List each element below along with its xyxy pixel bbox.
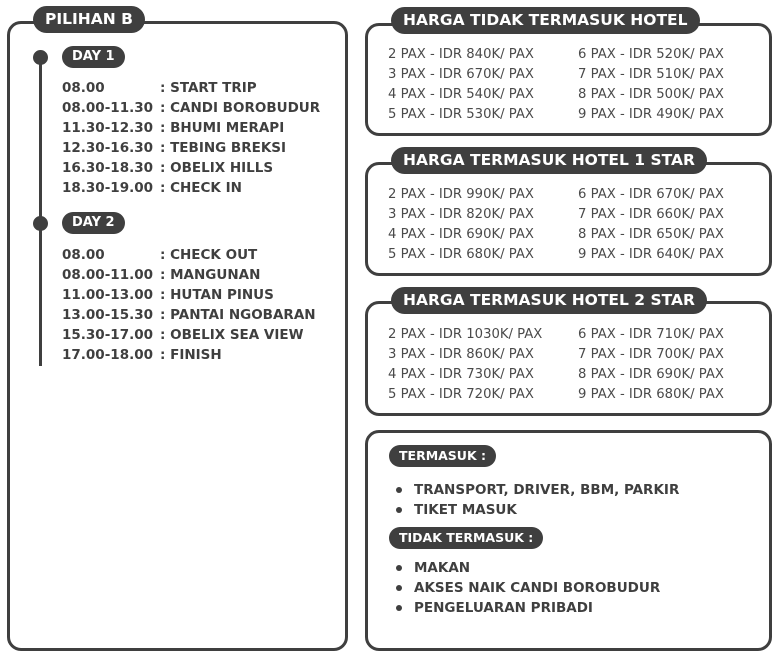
list-item: TRANSPORT, DRIVER, BBM, PARKIR (396, 480, 679, 500)
price-row: 3 PAX - IDR 860K/ PAX 7 PAX - IDR 700K/ PAX (388, 347, 724, 362)
price-row: 5 PAX - IDR 720K/ PAX 9 PAX - IDR 680K/ PAX (388, 387, 724, 402)
bullet-icon (396, 487, 402, 493)
excluded-badge: TIDAK TERMASUK : (389, 527, 543, 549)
list-item: MAKAN (396, 558, 660, 578)
list-item: TIKET MASUK (396, 500, 679, 520)
schedule-row: 18.30-19.00 : CHECK IN (62, 180, 242, 196)
itinerary-title: PILIHAN B (33, 6, 145, 33)
price-box-no-hotel-title: HARGA TIDAK TERMASUK HOTEL (391, 7, 700, 34)
price-row: 2 PAX - IDR 990K/ PAX 6 PAX - IDR 670K/ PAX (388, 187, 724, 202)
day1-schedule (62, 78, 320, 198)
schedule-row: 08.00-11.00 : MANGUNAN (62, 267, 261, 283)
price-row: 3 PAX - IDR 820K/ PAX 7 PAX - IDR 660K/ PAX (388, 207, 724, 222)
price-box-hotel-1-star-title: HARGA TERMASUK HOTEL 1 STAR (391, 147, 707, 174)
schedule-row: 12.30-16.30 : TEBING BREKSI (62, 140, 287, 156)
price-row: 5 PAX - IDR 530K/ PAX 9 PAX - IDR 490K/ PAX (388, 107, 724, 122)
price-list-hotel-2-star (388, 325, 724, 405)
price-row: 4 PAX - IDR 730K/ PAX 8 PAX - IDR 690K/ PAX (388, 367, 724, 382)
schedule-row: 13.00-15.30 : PANTAI NGOBARAN (62, 307, 316, 323)
price-row: 2 PAX - IDR 840K/ PAX 6 PAX - IDR 520K/ PAX (388, 47, 724, 62)
day1-badge: DAY 1 (62, 46, 125, 68)
list-item: PENGELUARAN PRIBADI (396, 598, 660, 618)
price-row: 4 PAX - IDR 540K/ PAX 8 PAX - IDR 500K/ PAX (388, 87, 724, 102)
list-item: AKSES NAIK CANDI BOROBUDUR (396, 578, 660, 598)
timeline-line (39, 55, 42, 366)
price-row: 5 PAX - IDR 680K/ PAX 9 PAX - IDR 640K/ PAX (388, 247, 724, 262)
price-row: 3 PAX - IDR 670K/ PAX 7 PAX - IDR 510K/ PAX (388, 67, 724, 82)
price-list-hotel-1-star (388, 185, 724, 265)
schedule-row: 08.00 : START TRIP (62, 80, 257, 96)
included-badge: TERMASUK : (389, 445, 496, 467)
included-list (396, 480, 679, 520)
bullet-icon (396, 585, 402, 591)
schedule-row: 17.00-18.00 : FINISH (62, 347, 222, 363)
timeline-dot-day2 (33, 216, 48, 231)
price-list-no-hotel (388, 45, 724, 125)
timeline-dot-day1 (33, 50, 48, 65)
day2-schedule (62, 245, 316, 365)
schedule-row: 11.00-13.00 : HUTAN PINUS (62, 287, 274, 303)
price-box-hotel-2-star-title: HARGA TERMASUK HOTEL 2 STAR (391, 287, 707, 314)
schedule-row: 11.30-12.30 : BHUMI MERAPI (62, 120, 285, 136)
day2-badge: DAY 2 (62, 212, 125, 234)
schedule-row: 16.30-18.30 : OBELIX HILLS (62, 160, 274, 176)
bullet-icon (396, 507, 402, 513)
schedule-row: 15.30-17.00 : OBELIX SEA VIEW (62, 327, 304, 343)
schedule-row: 08.00 : CHECK OUT (62, 247, 258, 263)
schedule-row: 08.00-11.30 : CANDI BOROBUDUR (62, 100, 321, 116)
price-row: 4 PAX - IDR 690K/ PAX 8 PAX - IDR 650K/ PAX (388, 227, 724, 242)
excluded-list (396, 558, 660, 618)
price-row: 2 PAX - IDR 1030K/ PAX 6 PAX - IDR 710K/ PAX (388, 327, 724, 342)
bullet-icon (396, 565, 402, 571)
bullet-icon (396, 605, 402, 611)
